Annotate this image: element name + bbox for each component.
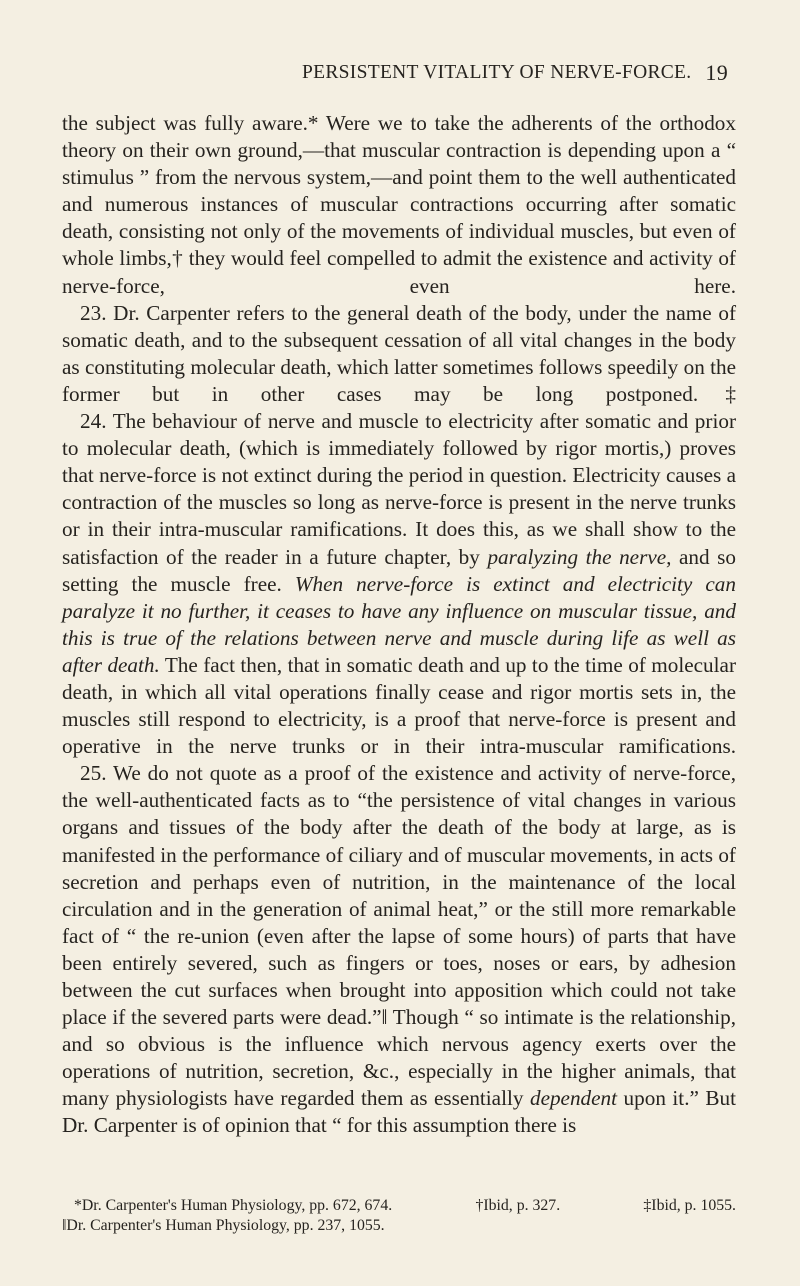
page-number: 19: [705, 60, 728, 85]
footnote-double-dagger: ‡Ibid, p. 1055.: [643, 1197, 736, 1214]
footnote-dagger: †Ibid, p. 327.: [475, 1197, 561, 1214]
paragraph-25: 25. We do not quote as a proof of the existence and activity of nerve-force, the well-authenticated facts as to “the persistence of vital changes in various organs and tissues of the body after the death of the body at large, as is manifested in the performance of ciliary and of muscular movements, in acts of secretion and perhaps even of nutrition, in the maintenance of the local circulation and in the generation of animal heat,” or the still more remarkable fact of “ the re-union (even after the lapse of some hours) of parts that have been entirely severed, such as fingers or toes, noses or ears, by adhesion between the cut surfaces when brought into apposition which could not take place if the severed parts were dead.”‖ Though “ so intimate is the relationship, and so obvious is the influence which nervous agency exerts over the operations of nutrition, secretion, &c., especially in the higher animals, that many physiologists have regarded them as essentially dependent upon it.” But Dr. Carpenter is of opinion that “ for this assumption there is: [62, 761, 737, 1138]
running-header: [302, 62, 728, 84]
body-text: [62, 110, 736, 1140]
footnote-parallel: ‖Dr. Carpenter's Human Physiology, pp. 237, 1055.: [62, 1217, 385, 1234]
italic-word: dependent: [529, 1086, 618, 1111]
italic-phrase: paralyzing the nerve,: [487, 544, 672, 569]
paragraph-24: 24. The behaviour of nerve and muscle to electricity after somatic and prior to molecular death, (which is immediately followed by rigor mortis,) proves that nerve-force is not extinct during the period in question. Electricity causes a contraction of the muscles so long as nerve-force is present in the nerve trunks or in their intra-muscular ramifications. It does this, as we shall show to the satisfaction of the reader in a future chapter, by paralyzing the nerve, and so setting the muscle free. When nerve-force is extinct and electricity can paralyze it no further, it ceases to have any influence on muscular tissue, and this is true of the relations between nerve and muscle during life as well as after death. The fact then, that in somatic death and up to the time of molecular death, in which all vital operations finally cease and rigor mortis sets in, the muscles still respond to electricity, is a proof that nerve-force is present and operative in the nerve trunks or in their intra-muscular ramifications.: [62, 409, 736, 759]
footnote-row: [62, 1196, 736, 1216]
footnotes: [62, 1196, 736, 1236]
paragraph-continuation: the subject was fully aware.* Were we to take the adherents of the orthodox theory on their own ground,—that muscular contraction is depending upon a “ stimulus ” from the nervous system,—and point them to the well authenticated and numerous instances of muscular contractions occurring after somatic death, consisting not only of the movements of individual muscles, but even of whole limbs,† they would feel compelled to admit the existence and activity of nerve-force, even here.: [62, 111, 736, 298]
paragraph-23: 23. Dr. Carpenter refers to the general death of the body, under the name of somatic death, and to the subsequent cessation of all vital changes in the body as constituting molecular death, which latter sometimes follows speedily on the former but in other cases may be long postponed.‡: [62, 300, 736, 406]
footnote-star: *Dr. Carpenter's Human Physiology, pp. 672, 674.: [74, 1197, 393, 1214]
running-title: PERSISTENT VITALITY OF NERVE-FORCE.: [302, 62, 692, 83]
italic-passage: When nerve-force is extinct and electricity can paralyze it no further, it ceases to have any influence on muscular tissue, and this is true of the relations between nerve and muscle during life as well as after death.: [62, 571, 736, 677]
footnote-row: [62, 1216, 736, 1236]
